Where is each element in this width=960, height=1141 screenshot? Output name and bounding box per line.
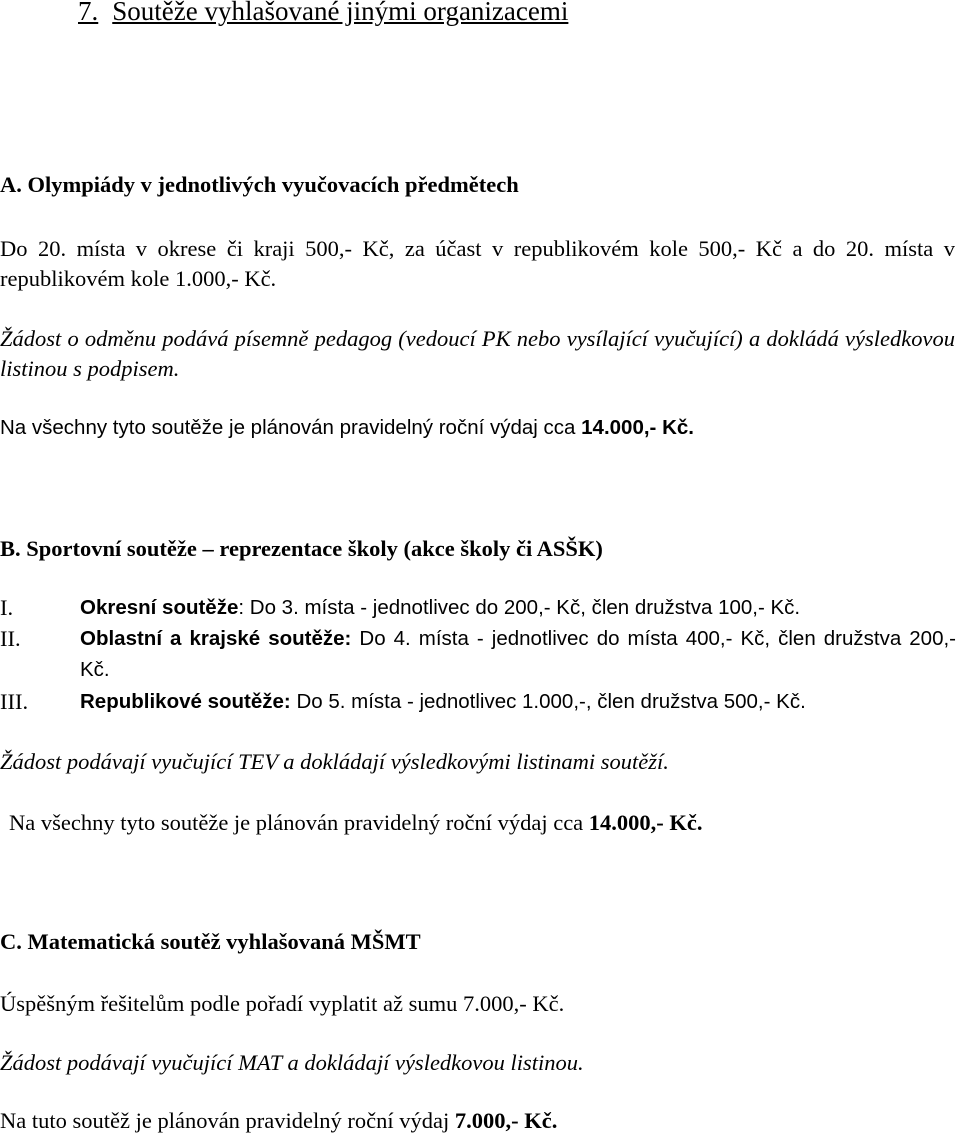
item-text: Do 5. místa - jednotlivec 1.000,-, člen družstva 500,- Kč. bbox=[290, 690, 806, 713]
item-title: Republikové soutěže: bbox=[80, 690, 291, 713]
section-c-heading: C. Matematická soutěž vyhlašovaná MŠMT bbox=[0, 929, 421, 954]
section-b-request: Žádost podávají vyučující TEV a dokládají výsledkovými listinami soutěží. bbox=[0, 749, 669, 774]
item-title: Oblastní a krajské soutěže: bbox=[80, 627, 352, 650]
section-a-budget bbox=[0, 416, 694, 440]
item-text: Do 3. místa - jednotlivec do 200,- Kč, člen družstva 100,- Kč. bbox=[244, 596, 801, 619]
section-a-paragraph: Do 20. místa v okrese či kraji 500,- Kč, za účast v republikovém kole 500,- Kč a do 20. místa v republikovém kole 1.000,- Kč. bbox=[0, 236, 955, 291]
section-c-budget-amount: 7.000,- Kč. bbox=[454, 1108, 558, 1133]
section-a-heading: A. Olympiády v jednotlivých vyučovacích předmětech bbox=[0, 172, 519, 197]
chapter-heading bbox=[78, 0, 568, 27]
item-text: Do 4. místa - jednotlivec do místa 400,- Kč, člen družstva 200,- Kč. bbox=[80, 627, 956, 681]
section-a-request: Žádost o odměnu podává písemně pedagog (vedoucí PK nebo vysílající vyučující) a dokládá výsledkovou listinou s podpisem. bbox=[0, 326, 955, 381]
item-text-block bbox=[80, 623, 956, 685]
item-title-suffix: : bbox=[238, 596, 245, 619]
section-b-budget-text: Na všechny tyto soutěže je plánován pravidelný roční výdaj cca bbox=[9, 810, 589, 835]
chapter-number: 7. bbox=[78, 0, 99, 26]
section-c-request: Žádost podávají vyučující MAT a dokládají výsledkovou listinou. bbox=[0, 1050, 584, 1075]
section-c-paragraph: Úspěšným řešitelům podle pořadí vyplatit až sumu 7.000,- Kč. bbox=[0, 991, 565, 1016]
item-numeral: II. bbox=[0, 626, 21, 651]
section-a-budget-amount: 14.000,- Kč. bbox=[581, 416, 694, 439]
section-b-budget-amount: 14.000,- Kč. bbox=[588, 810, 703, 835]
item-title: Okresní soutěže bbox=[80, 596, 239, 619]
section-a-budget-text: Na všechny tyto soutěže je plánován pravidelný roční výdaj cca bbox=[0, 416, 582, 439]
item-numeral: III. bbox=[0, 689, 29, 714]
section-c-budget bbox=[0, 1108, 557, 1134]
item-text-block bbox=[80, 686, 956, 717]
chapter-title: Soutěže vyhlašované jinými organizacemi bbox=[112, 0, 569, 26]
section-c-budget-text: Na tuto soutěž je plánován pravidelný roční výdaj bbox=[0, 1108, 455, 1133]
section-b-heading: B. Sportovní soutěže – reprezentace školy (akce školy či ASŠK) bbox=[0, 536, 603, 561]
item-text-block bbox=[80, 592, 956, 623]
section-b-budget bbox=[9, 810, 703, 836]
item-numeral: I. bbox=[0, 595, 14, 620]
